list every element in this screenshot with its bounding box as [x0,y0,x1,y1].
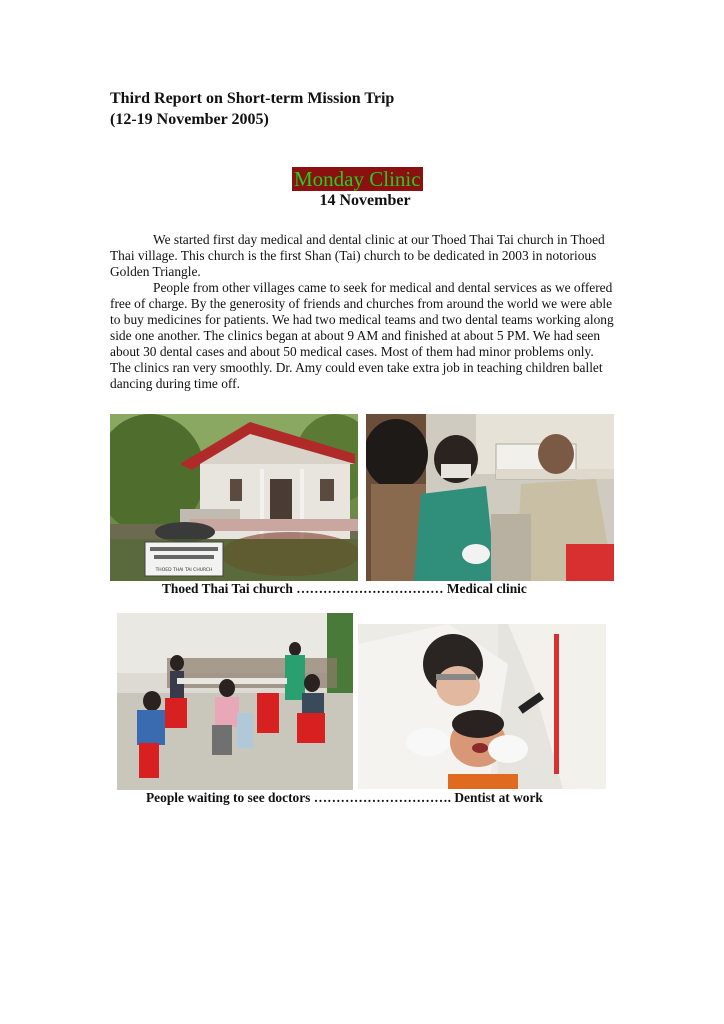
caption-row1: Thoed Thai Tai church …………………………… Medical clinic [162,581,527,596]
section-heading: Monday Clinic [294,167,421,191]
dentist-photo [358,624,606,789]
church-photo-image [110,414,358,581]
report-title-line2: (12-19 November 2005) [110,111,269,128]
waiting-room-photo [117,613,353,790]
waiting-room-photo-image [117,613,353,790]
report-title [110,88,394,130]
dentist-photo-image [358,624,606,789]
report-title-line1: Third Report on Short-term Mission Trip [110,90,395,107]
church-photo [110,414,358,581]
section-date: 14 November [319,192,411,209]
body-text [110,232,616,392]
paragraph-1: We started first day medical and dental clinic at our Thoed Thai Tai church in Thoed Thai village. This church is the first Shan (Tai) church to be dedicated in 2003 in notorious Golden Triangle. [110,232,605,279]
paragraph-2: People from other villages came to seek for medical and dental services as we offered free of charge. By the generosity of friends and churches from around the world we were able to buy medicines for patients. We had two medical teams and two dental teams working along side one another. The clinics began at about 9 AM and finished at about 5 PM. We had seen about 30 dental cases and about 50 medical cases. Most of them had minor problems only. The clinics ran very smoothly. Dr. Amy could even take extra job in teaching children ballet dancing during time off. [110,280,614,391]
medical-clinic-photo [366,414,614,581]
medical-clinic-photo-image [366,414,614,581]
section-date-wrap [0,192,724,210]
church-sign-text: THOED THAI TAI CHURCH [155,568,213,573]
caption-row2: People waiting to see doctors …………………………. Dentist at work [146,790,543,805]
